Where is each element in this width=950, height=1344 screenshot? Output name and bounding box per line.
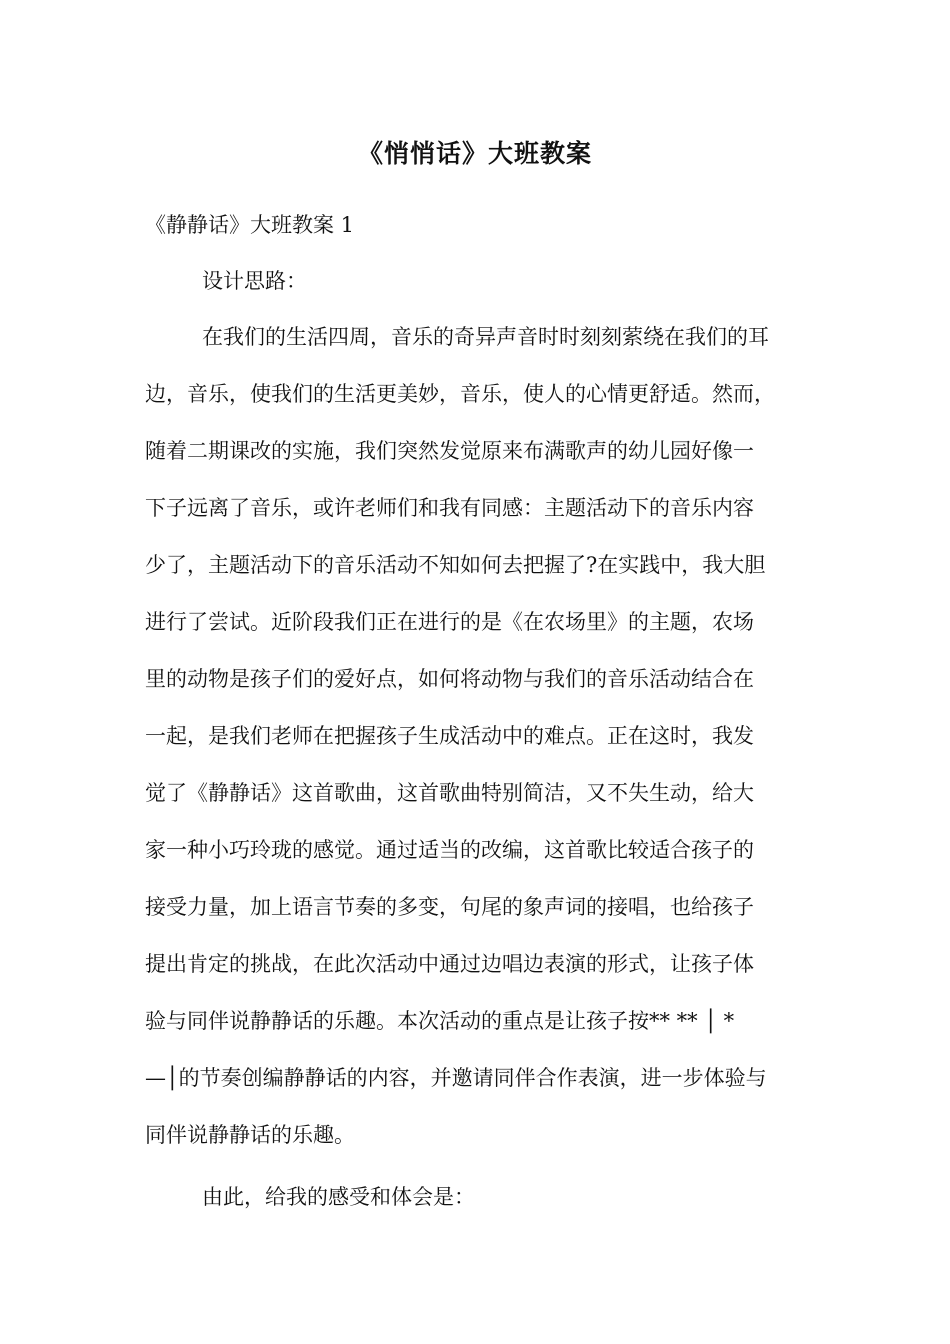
body-line: 在我们的生活四周，音乐的奇异声音时时刻刻萦绕在我们的耳 (202, 325, 769, 349)
body-line: 边，音乐，使我们的生活更美妙，音乐，使人的心情更舒适。然而， (145, 382, 775, 406)
body-line: —│的节奏创编静静话的内容，并邀请同伴合作表演，进一步体验与 (145, 1066, 767, 1090)
body-line: 家一种小巧玲珑的感觉。通过适当的改编，这首歌比较适合孩子的 (145, 838, 754, 862)
body-line: 随着二期课改的实施，我们突然发觉原来布满歌声的幼儿园好像一 (145, 439, 754, 463)
body-line: 下子远离了音乐，或许老师们和我有同感：主题活动下的音乐内容 (145, 496, 754, 520)
body-line: 验与同伴说静静话的乐趣。本次活动的重点是让孩子按** ** │ * (145, 1009, 735, 1033)
body-line: 一起，是我们老师在把握孩子生成活动中的难点。正在这时，我发 (145, 724, 754, 748)
section-heading: 设计思路： (202, 269, 307, 293)
body-line: 同伴说静静话的乐趣。 (145, 1123, 355, 1147)
body-paragraph (145, 322, 825, 1177)
body-line: 里的动物是孩子们的爱好点，如何将动物与我们的音乐活动结合在 (145, 667, 754, 691)
body-line: 提出肯定的挑战，在此次活动中通过边唱边表演的形式，让孩子体 (145, 952, 754, 976)
closing-line: 由此，给我的感受和体会是： (202, 1185, 475, 1209)
body-line: 少了，主题活动下的音乐活动不知如何去把握了?在实践中，我大胆 (145, 553, 766, 577)
section-heading-para (145, 266, 825, 323)
body-line: 进行了尝试。近阶段我们正在进行的是《在农场里》的主题，农场 (145, 610, 754, 634)
closing-paragraph (145, 1182, 825, 1239)
document-title: 《悄悄话》大班教案 (357, 139, 592, 168)
body-line: 接受力量，加上语言节奏的多变，句尾的象声词的接唱，也给孩子 (145, 895, 754, 919)
document-subtitle: 《静静话》大班教案 1 (145, 213, 355, 237)
body-line: 觉了《静静话》这首歌曲，这首歌曲特别简洁，又不失生动，给大 (145, 781, 754, 805)
